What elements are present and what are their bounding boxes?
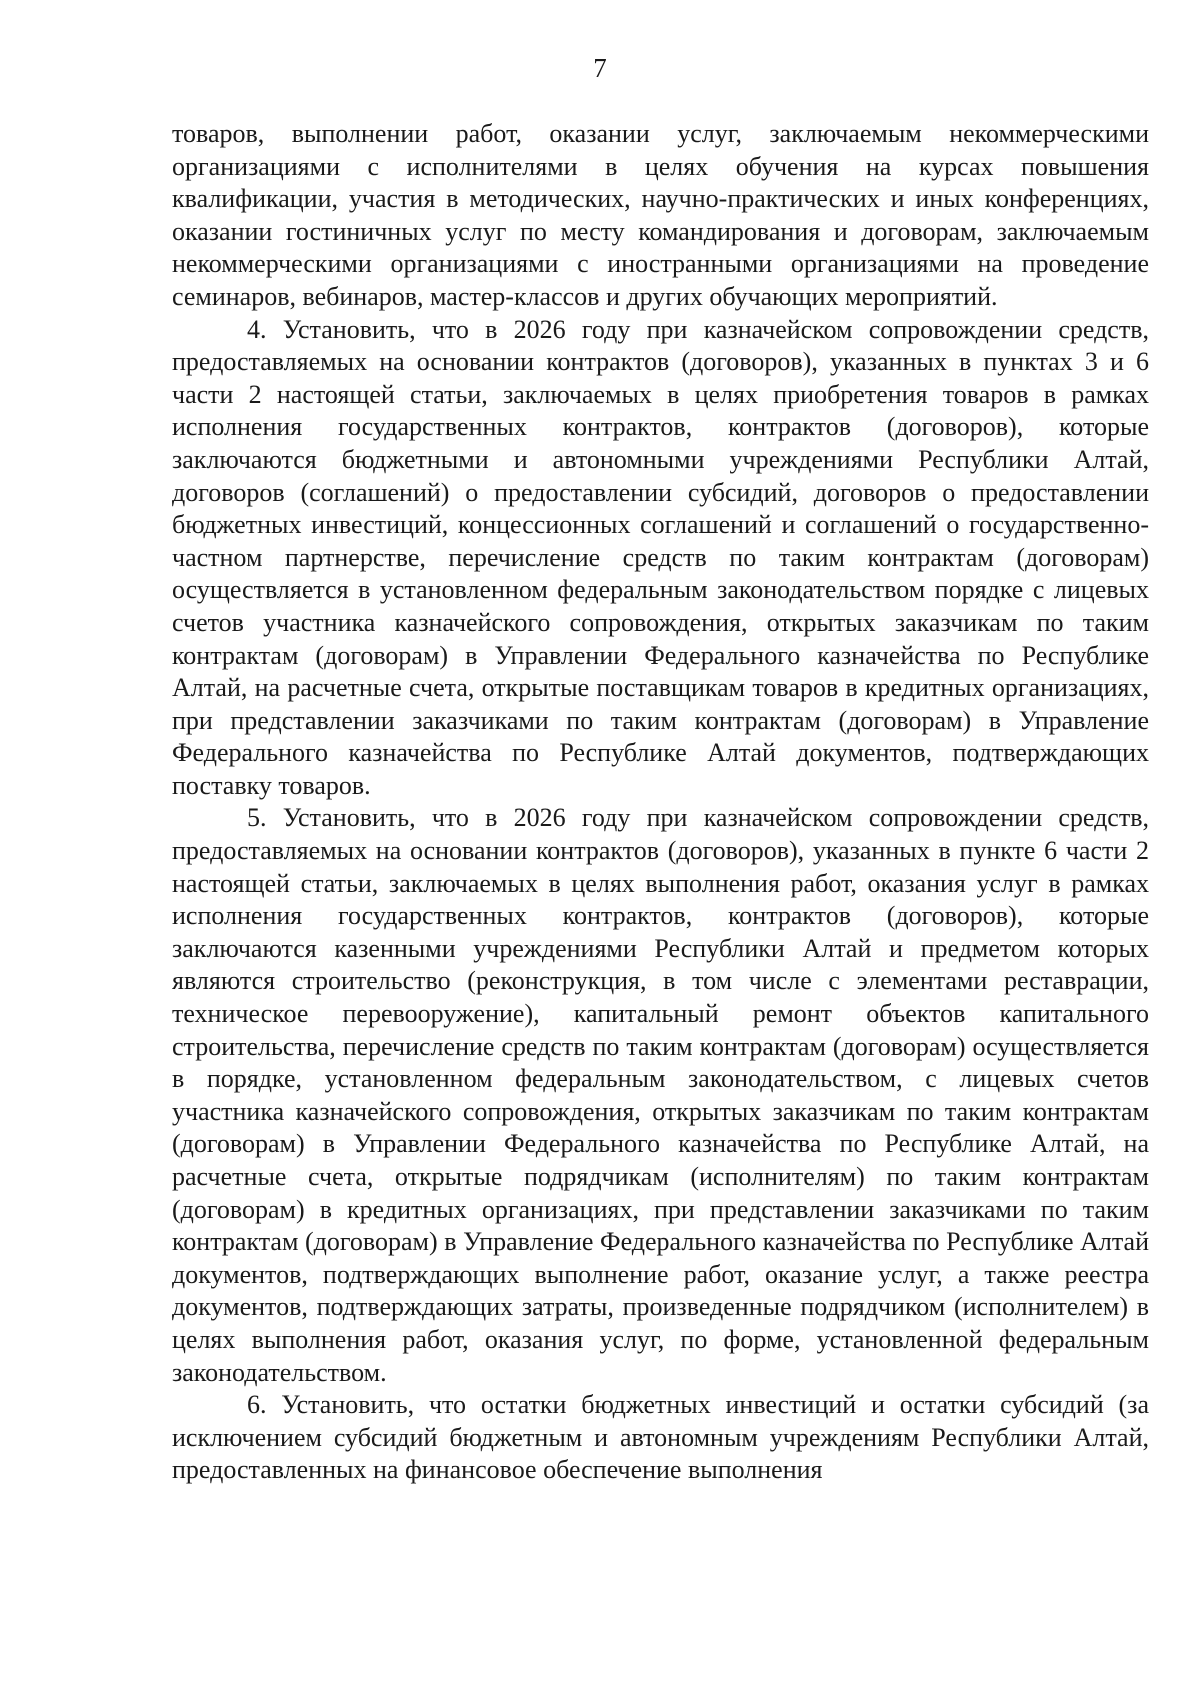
page-number: 7 — [593, 53, 607, 83]
paragraph-item-6: 6. Установить, что остатки бюджетных инвестиций и остатки субсидий (за исключением субсидий бюджетным и автономным учреждениям Республики Алтай, предоставленных на финансовое обеспечение выполнения — [172, 1390, 1149, 1485]
document-body — [172, 118, 1149, 1487]
paragraph-continuation: товаров, выполнении работ, оказании услуг, заключаемым некоммерческими организациями с исполнителями в целях обучения на курсах повышения квалификации, участия в методических, научно-практических и иных конференциях, оказании гостиничных услуг по месту командирования и договорам, заключаемым некоммерческими организациями с иностранными организациями на проведение семинаров, вебинаров, мастер-классов и других обучающих мероприятий. — [172, 119, 1149, 311]
paragraph-item-4: 4. Установить, что в 2026 году при казначейском сопровождении средств, предоставляемых на основании контрактов (договоров), указанных в пунктах 3 и 6 части 2 настоящей статьи, заключаемых в целях приобретения товаров в рамках исполнения государственных контрактов, контрактов (договоров), которые заключаются бюджетными и автономными учреждениями Республики Алтай, договоров (соглашений) о предоставлении субсидий, договоров о предоставлении бюджетных инвестиций, концессионных соглашений и соглашений о государственно-частном партнерстве, перечисление средств по таким контрактам (договорам) осуществляется в установленном федеральным законодательством порядке с лицевых счетов участника казначейского сопровождения, открытых заказчикам по таким контрактам (договорам) в Управлении Федерального казначейства по Республике Алтай, на расчетные счета, открытые поставщикам товаров в кредитных организациях, при представлении заказчиками по таким контрактам (договорам) в Управление Федерального казначейства по Республике Алтай документов, подтверждающих поставку товаров. — [172, 314, 1149, 800]
paragraph-item-5: 5. Установить, что в 2026 году при казначейском сопровождении средств, предоставляемых на основании контрактов (договоров), указанных в пункте 6 части 2 настоящей статьи, заключаемых в целях выполнения работ, оказания услуг в рамках исполнения государственных контрактов, контрактов (договоров), которые заключаются казенными учреждениями Республики Алтай и предметом которых являются строительство (реконструкция, в том числе с элементами реставрации, техническое перевооружение), капитальный ремонт объектов капитального строительства, перечисление средств по таким контрактам (договорам) осуществляется в порядке, установленном федеральным законодательством, с лицевых счетов участника казначейского сопровождения, открытых заказчикам по таким контрактам (договорам) в Управлении Федерального казначейства по Республике Алтай, на расчетные счета, открытые подрядчикам (исполнителям) по таким контрактам (договорам) в кредитных организациях, при представлении заказчиками по таким контрактам (договорам) в Управление Федерального казначейства по Республике Алтай документов, подтверждающих выполнение работ, оказание услуг, а также реестра документов, подтверждающих затраты, произведенные подрядчиком (исполнителем) в целях выполнения работ, оказания услуг, по форме, установленной федеральным законодательством. — [172, 803, 1149, 1387]
